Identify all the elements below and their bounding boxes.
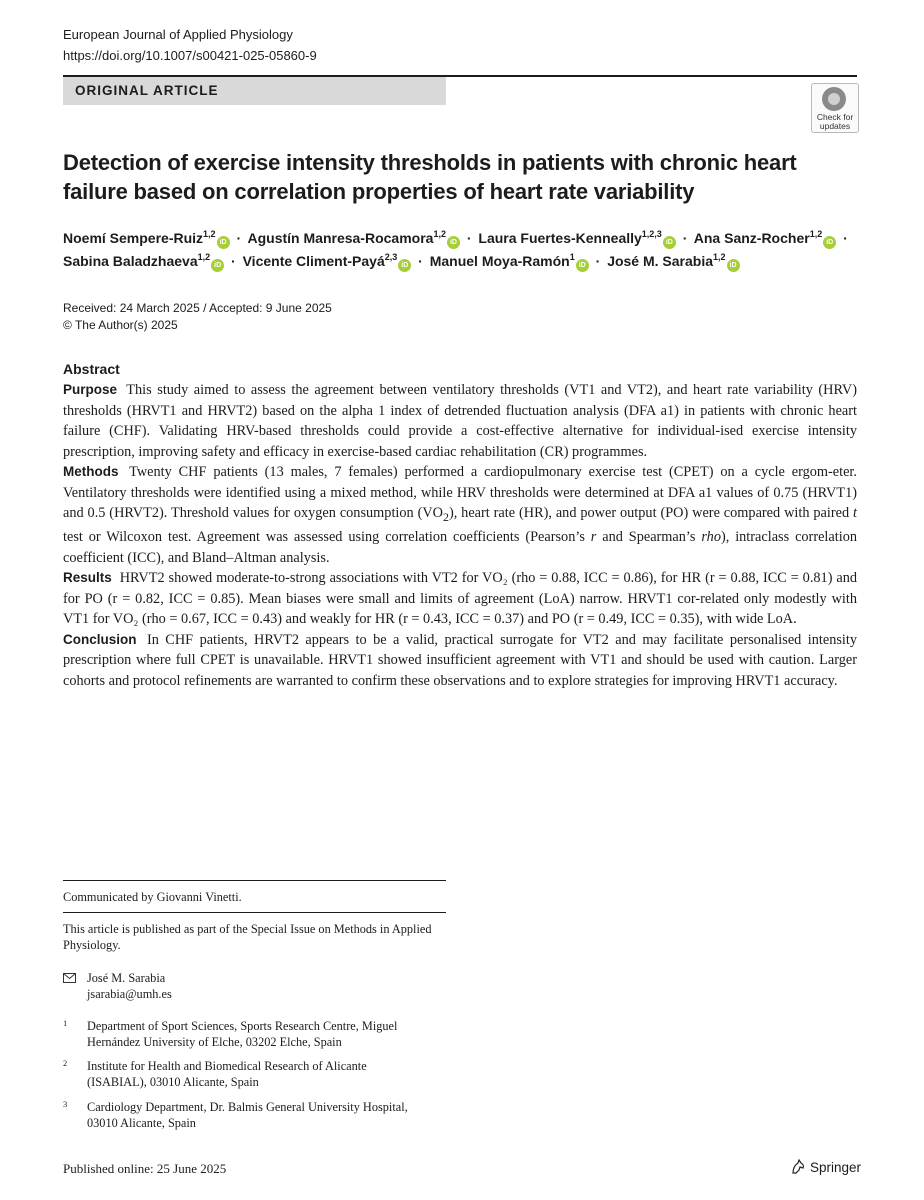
purpose-label: Purpose bbox=[63, 382, 118, 397]
author-affiliation: 1,2 bbox=[203, 229, 216, 239]
author-line-2: Sabina Baladzhaeva$^{1,2}$iD · Vicente Climent-Payá$^{2,3}$iD · Manuel Moya-Ramón$^1$iD · José M. Sarabia$^{1,2}$iD bbox=[63, 252, 740, 272]
orcid-icon[interactable]: iD bbox=[663, 236, 676, 249]
copyright: © The Author(s) 2025 bbox=[63, 318, 178, 332]
author-name[interactable]: José M. Sarabia bbox=[607, 253, 714, 269]
special-issue-note: This article is published as part of the Special Issue on Methods in Applied Physiology. bbox=[63, 922, 432, 952]
methods-subscript: 2 bbox=[443, 509, 449, 524]
orcid-icon[interactable]: iD bbox=[727, 259, 740, 272]
affiliation-number: 2 bbox=[63, 1058, 68, 1068]
purpose-text: This study aimed to assess the agreement between ventilatory thresholds (VT1 and VT2), and heart rate variability (HRV) thresholds (HRVT1 and HRVT2) based on the alpha 1 index of detrended fluctuation analysis (DFA a1) in patients with chronic heart failure (CHF). Validating HRV-based thresholds could provide a cost-effective alternative for individual-ised exercise intensity prescription, improving safety and efficacy in exercise-based cardiac rehabilitation (CR) programmes. bbox=[63, 382, 857, 460]
affiliation-number: 1 bbox=[63, 1018, 68, 1028]
affiliation-text: Cardiology Department, Dr. Balmis General University Hospital, 03010 Alicante, Spain bbox=[87, 1100, 408, 1130]
orcid-icon[interactable]: iD bbox=[398, 259, 411, 272]
check-updates-line1: Check for bbox=[816, 112, 854, 122]
methods-italic: rho bbox=[701, 529, 721, 546]
author-affiliation: 1,2 bbox=[433, 229, 446, 239]
orcid-icon[interactable]: iD bbox=[576, 259, 589, 272]
author-affiliation: 1,2,3 bbox=[641, 229, 662, 239]
footnote-rule bbox=[63, 912, 446, 913]
author-affiliation: 1 bbox=[569, 252, 575, 262]
envelope-icon bbox=[63, 973, 76, 983]
author-affiliation: 1,2 bbox=[809, 229, 823, 239]
affiliation-number: 3 bbox=[63, 1099, 68, 1109]
author-affiliation: 2,3 bbox=[384, 252, 398, 262]
article-type-banner bbox=[63, 77, 446, 105]
footnote-rule bbox=[63, 880, 446, 881]
author-name[interactable]: Sabina Baladzhaeva bbox=[63, 253, 198, 269]
author-name[interactable]: Agustín Manresa-Rocamora bbox=[247, 230, 434, 246]
article-title: Detection of exercise intensity thresholds in patients with chronic heart failure based on correlation properties of heart rate variability bbox=[63, 150, 797, 204]
results-text: HRVT2 showed moderate-to-strong associations with VT2 for VO₂ (rho = 0.88, ICC = 0.86), for HR (r = 0.88, ICC = 0.81) and for PO (r = 0.82, ICC = 0.85). Mean biases were small and limits of agreement (LoA) narrow. HRVT1 cor-related only modestly with VT1 for VO₂ (rho = 0.67, ICC = 0.43) and weakly for HR (r = 0.43, ICC = 0.37) and PO (r = 0.49, ICC = 0.35), with wide LoA. bbox=[63, 570, 857, 628]
orcid-icon[interactable]: iD bbox=[217, 236, 230, 249]
methods-text: and Spearman’s bbox=[596, 529, 702, 546]
author-name[interactable]: Vicente Climent-Payá bbox=[242, 253, 385, 269]
conclusion-label: Conclusion bbox=[63, 631, 137, 647]
author-name[interactable]: Laura Fuertes-Kenneally bbox=[478, 230, 642, 246]
check-updates-icon bbox=[822, 87, 846, 111]
publisher-name: Springer bbox=[810, 1160, 862, 1175]
orcid-icon[interactable]: iD bbox=[447, 236, 460, 249]
affiliation-text: Institute for Health and Biomedical Research of Alicante (ISABIAL), 03010 Alicante, Spain bbox=[87, 1059, 367, 1089]
author-name[interactable]: Manuel Moya-Ramón bbox=[429, 253, 570, 269]
author-name[interactable]: Noemí Sempere-Ruiz bbox=[63, 230, 204, 246]
methods-text: test or Wilcoxon test. Agreement was assessed using correlation coefficients (Pearson’s bbox=[63, 529, 591, 546]
author-affiliation: 1,2 bbox=[713, 252, 726, 262]
author-name[interactable]: Ana Sanz-Rocher bbox=[693, 230, 810, 246]
correspondent-name: José M. Sarabia bbox=[87, 971, 166, 985]
methods-text: ), heart rate (HR), and power output (PO) were compared with paired bbox=[448, 505, 854, 521]
abstract-purpose bbox=[63, 380, 857, 462]
check-for-updates-badge[interactable] bbox=[811, 83, 859, 133]
methods-italic: r bbox=[590, 529, 597, 546]
abstract-body bbox=[63, 380, 857, 691]
orcid-icon[interactable]: iD bbox=[211, 259, 224, 272]
results-label: Results bbox=[63, 570, 112, 586]
springer-horse-icon bbox=[790, 1159, 806, 1175]
published-online: Published online: 25 June 2025 bbox=[63, 1161, 227, 1176]
article-type-label: ORIGINAL ARTICLE bbox=[75, 83, 219, 98]
conclusion-text: In CHF patients, HRVT2 appears to be a valid, practical surrogate for VT2 and may facilitate personalised intensity prescription where full CPET is unavailable. HRVT1 showed insufficient agreement with VT1 and should be used with caution. Larger cohorts and protocol refinements are warranted to confirm these observations and to explore strategies for improving HRVT1 accuracy. bbox=[63, 631, 858, 689]
affiliation-text: Department of Sport Sciences, Sports Research Centre, Miguel Hernández University of Elche, 03202 Elche, Spain bbox=[87, 1019, 398, 1049]
methods-text: Twenty CHF patients (13 males, 7 females) performed a cardiopulmonary exercise test (CPET) on a cycle ergom-eter. Ventilatory thresholds were identified using a mixed method, while HRV thresholds were determined at DFA a1 values of 0.75 (HRVT1) and 0.5 (HRVT2). Threshold values for oxygen consumption (VO bbox=[63, 464, 857, 521]
journal-name: European Journal of Applied Physiology bbox=[63, 27, 293, 42]
check-updates-line2: updates bbox=[819, 121, 851, 131]
author-line-1: Noemí Sempere-Ruiz$^{1,2}$iD · Agustín Manresa-Rocamora$^{1,2}$iD · Laura Fuertes-Kenneally$^{1,2,3}$iD · Ana Sanz-Rocher$^{1,2}$iD · bbox=[63, 229, 851, 249]
communicated-by: Communicated by Giovanni Vinetti. bbox=[63, 890, 242, 904]
abstract-results bbox=[63, 568, 857, 630]
abstract-heading: Abstract bbox=[63, 361, 120, 377]
received-accepted-dates: Received: 24 March 2025 / Accepted: 9 June 2025 bbox=[63, 301, 332, 315]
doi-link[interactable]: https://doi.org/10.1007/s00421-025-05860-9 bbox=[63, 48, 317, 63]
author-affiliation: 1,2 bbox=[197, 252, 211, 262]
correspondent-email[interactable]: jsarabia@umh.es bbox=[87, 987, 172, 1001]
orcid-icon[interactable]: iD bbox=[823, 236, 836, 249]
abstract-conclusion bbox=[63, 630, 857, 692]
abstract-methods bbox=[63, 462, 857, 568]
methods-text: ), intraclass correlation coefficient (ICC), and Bland–Altman analysis. bbox=[63, 529, 857, 566]
methods-italic: t bbox=[853, 505, 857, 521]
methods-label: Methods bbox=[63, 464, 119, 479]
publisher-logo bbox=[790, 1159, 861, 1175]
